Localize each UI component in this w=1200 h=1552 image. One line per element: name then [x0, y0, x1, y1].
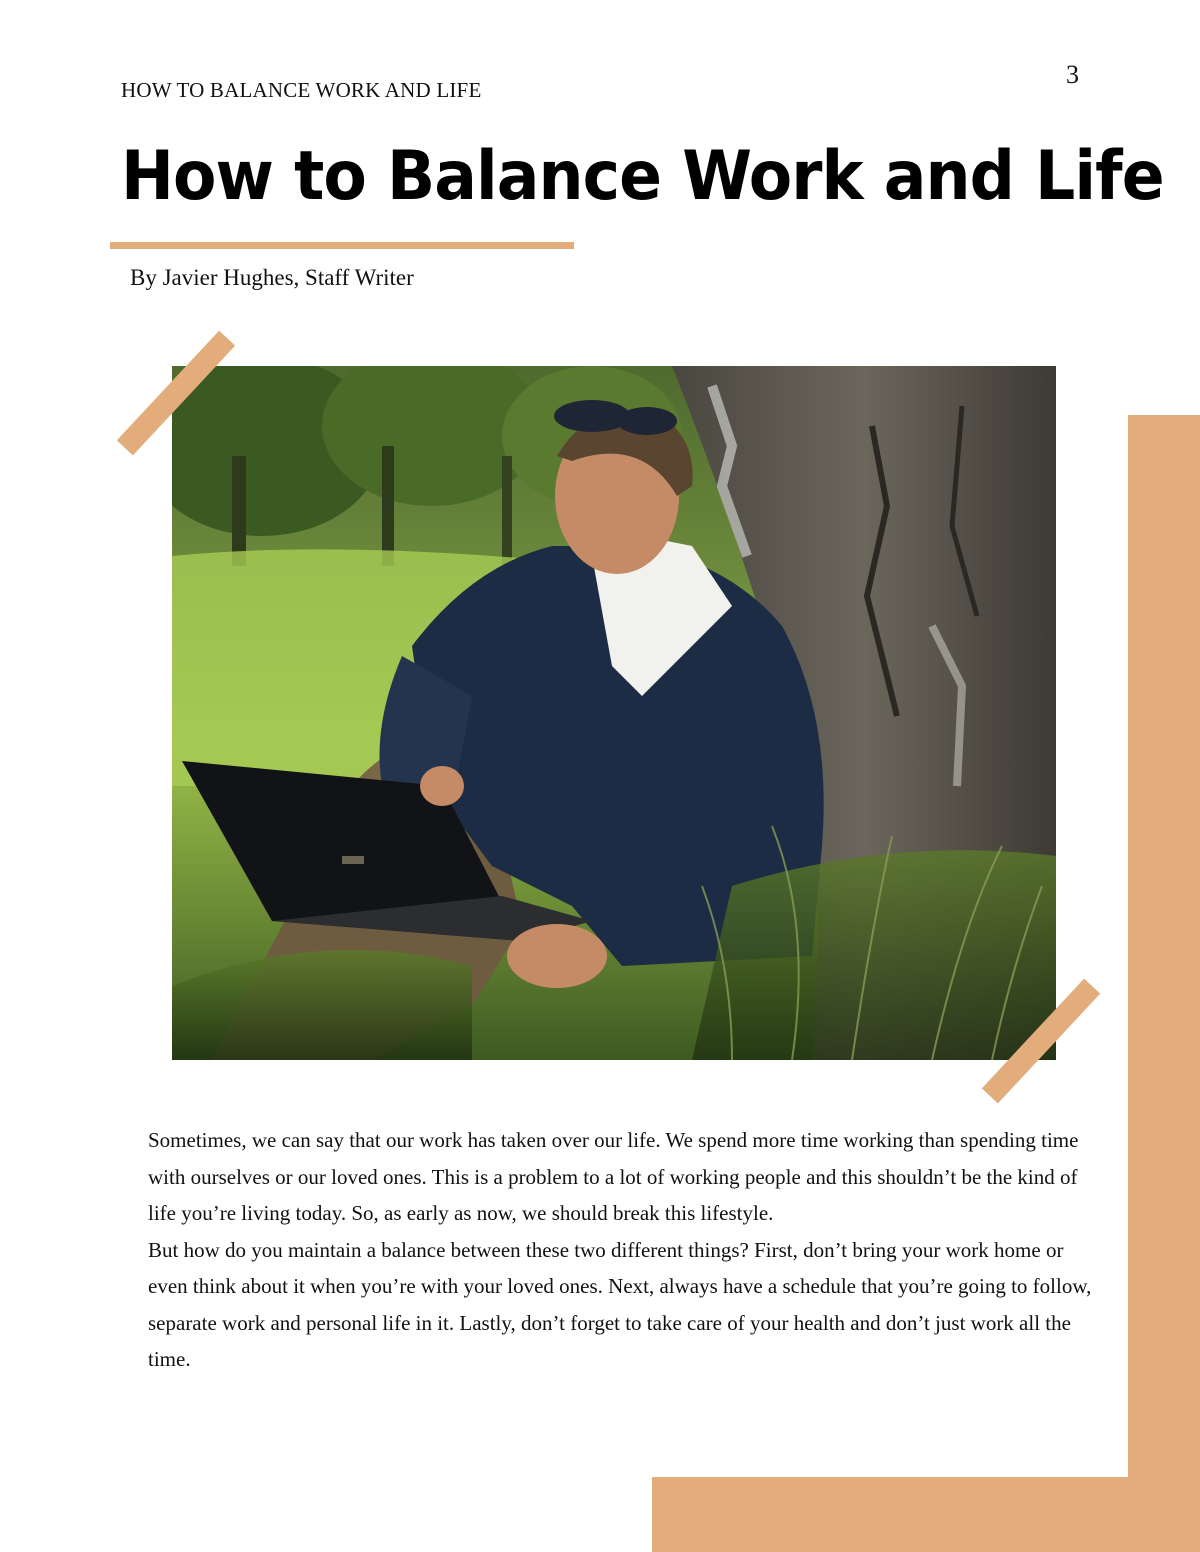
- article-photo: [172, 366, 1056, 1060]
- paragraph-1: Sometimes, we can say that our work has taken over our life. We spend more time working than spending time with ourselves or our loved ones. This is a problem to a lot of working people and this shouldn’t be the kind of life you’re living today. So, as early as now, we should break this lifestyle.: [148, 1128, 1079, 1225]
- page-number: 3: [1066, 60, 1079, 89]
- paragraph-2: But how do you maintain a balance between these two different things? First, don’t bring your work home or even think about it when you’re with your loved ones. Next, always have a schedule that you’re going to follow, separate work and personal life in it. Lastly, don’t forget to take care of your health and don’t just work all the time.: [148, 1237, 1092, 1371]
- page-title: How to Balance Work and Life: [121, 137, 1164, 216]
- title-underline: [110, 242, 574, 249]
- accent-bar-bottom: [652, 1477, 1200, 1552]
- article-body: [148, 1122, 1108, 1378]
- running-header: HOW TO BALANCE WORK AND LIFE: [121, 78, 482, 102]
- byline: By Javier Hughes, Staff Writer: [130, 265, 414, 290]
- accent-bar-right: [1128, 415, 1200, 1552]
